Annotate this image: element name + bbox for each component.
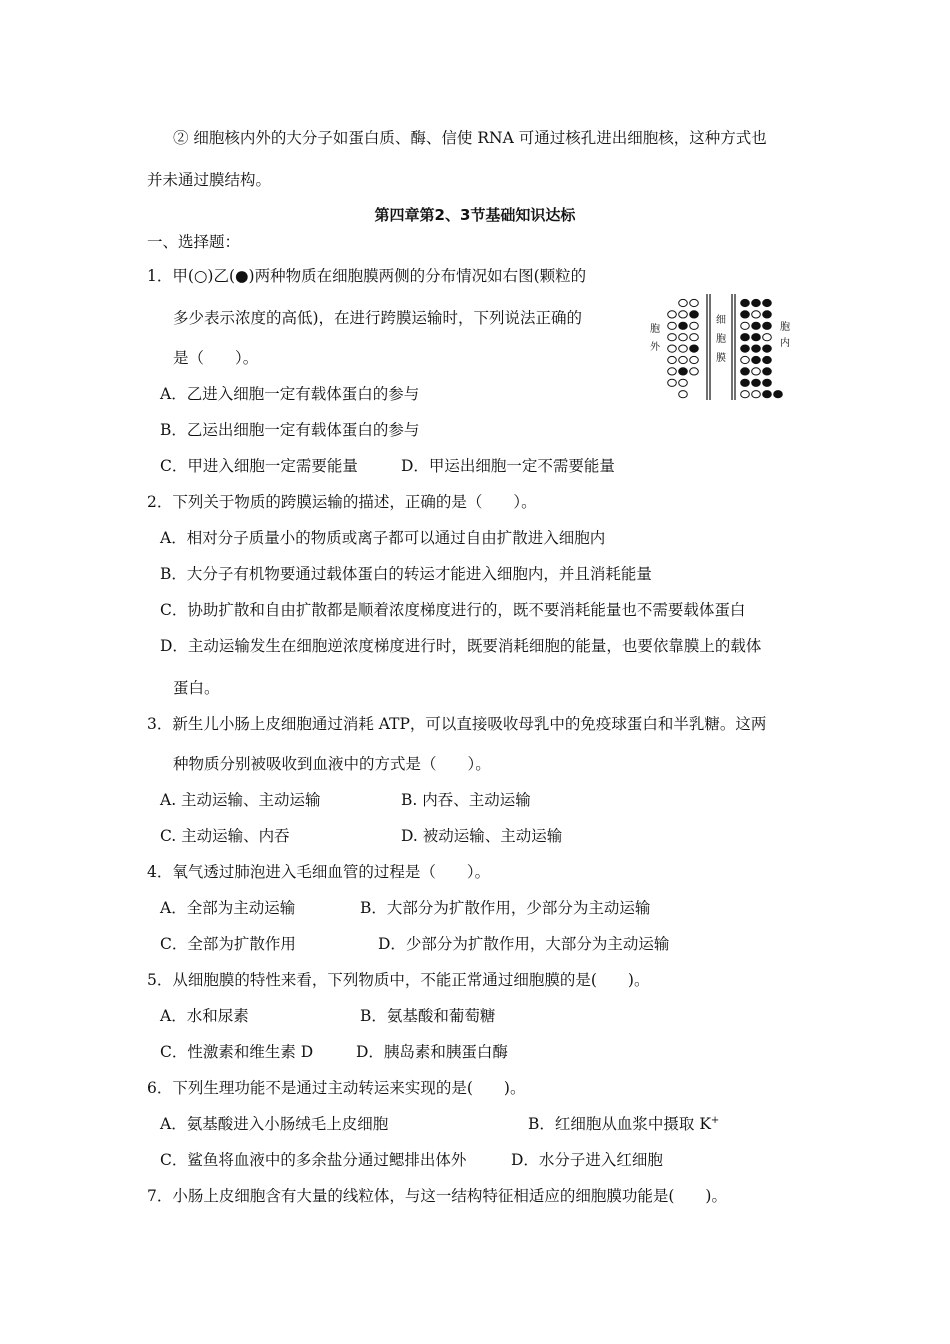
particle-hollow bbox=[741, 322, 750, 329]
particle-hollow bbox=[668, 345, 677, 352]
particle-filled bbox=[752, 322, 761, 329]
particle-hollow bbox=[690, 368, 699, 375]
q5-stem: 5．从细胞膜的特性来看，下列物质中，不能正常通过细胞膜的是( )。 bbox=[147, 971, 650, 989]
particle-hollow bbox=[668, 379, 677, 386]
particle-hollow bbox=[668, 311, 677, 318]
particle-hollow bbox=[690, 322, 699, 329]
particle-filled bbox=[679, 368, 688, 375]
intro-line-2: 并未通过膜结构。 bbox=[147, 171, 272, 189]
outside-label-1: 胞 bbox=[650, 324, 660, 335]
membrane-label-1: 细 bbox=[716, 315, 726, 326]
section-title: 第四章第2、3节基础知识达标 bbox=[374, 206, 576, 224]
q5-option-c: C．性激素和维生素 D bbox=[160, 1043, 314, 1061]
particle-filled bbox=[774, 391, 783, 398]
q4-option-a: A．全部为主动运输 bbox=[160, 899, 296, 917]
q1-option-a: A．乙进入细胞一定有载体蛋白的参与 bbox=[160, 385, 420, 403]
particle-hollow bbox=[679, 391, 688, 398]
intro-line-1: ② 细胞核内外的大分子如蛋白质、酶、信使 RNA 可通过核孔进出细胞核，这种方式也 bbox=[173, 129, 767, 147]
inside-label-2: 内 bbox=[780, 338, 790, 349]
particle-hollow bbox=[690, 299, 699, 306]
particle-hollow bbox=[752, 311, 761, 318]
particle-filled bbox=[741, 345, 750, 352]
particle-hollow bbox=[668, 356, 677, 363]
q4-option-c: C．全部为扩散作用 bbox=[160, 935, 296, 953]
outside-label-2: 外 bbox=[650, 342, 660, 353]
particle-filled bbox=[763, 345, 772, 352]
particle-hollow bbox=[679, 356, 688, 363]
particle-hollow bbox=[690, 356, 699, 363]
particle-filled bbox=[741, 379, 750, 386]
particle-filled bbox=[690, 345, 699, 352]
particle-filled bbox=[741, 299, 750, 306]
particle-hollow bbox=[741, 391, 750, 398]
particle-hollow bbox=[679, 299, 688, 306]
particle-filled bbox=[763, 379, 772, 386]
particle-filled bbox=[763, 311, 772, 318]
q1-stem-2: 多少表示浓度的高低)，在进行跨膜运输时，下列说法正确的 bbox=[173, 309, 583, 327]
particle-filled bbox=[763, 391, 772, 398]
particle-filled bbox=[679, 322, 688, 329]
q3-stem-1: 3．新生儿小肠上皮细胞通过消耗 ATP，可以直接吸收母乳中的免疫球蛋白和半乳糖。这两 bbox=[147, 715, 767, 733]
particle-filled bbox=[741, 311, 750, 318]
particle-filled bbox=[752, 299, 761, 306]
membrane-distribution-figure bbox=[646, 290, 796, 402]
q1-option-d: D．甲运出细胞一定不需要能量 bbox=[401, 457, 615, 475]
q6-option-b-text: B．红细胞从血浆中摄取 K bbox=[528, 1115, 711, 1133]
q6-option-b bbox=[528, 1114, 719, 1134]
particle-hollow bbox=[668, 334, 677, 341]
particle-hollow bbox=[763, 334, 772, 341]
q5-option-b: B．氨基酸和葡萄糖 bbox=[360, 1007, 496, 1025]
q5-option-a: A．水和尿素 bbox=[160, 1007, 249, 1025]
q3-option-c: C. 主动运输、内吞 bbox=[160, 827, 290, 845]
q4-stem: 4．氧气透过肺泡进入毛细血管的过程是（ ）。 bbox=[147, 863, 491, 881]
q6-option-d: D．水分子进入红细胞 bbox=[511, 1151, 663, 1169]
inside-label-1: 胞 bbox=[780, 322, 790, 333]
section-heading: 一、选择题： bbox=[147, 233, 241, 251]
particle-filled bbox=[763, 299, 772, 306]
q2-option-c: C．协助扩散和自由扩散都是顺着浓度梯度进行的，既不要消耗能量也不需要载体蛋白 bbox=[160, 601, 746, 619]
particle-hollow bbox=[668, 322, 677, 329]
q6-option-c: C．鲨鱼将血液中的多余盐分通过鳃排出体外 bbox=[160, 1151, 467, 1169]
particle-filled bbox=[752, 334, 761, 341]
particle-filled bbox=[741, 368, 750, 375]
particle-filled bbox=[690, 311, 699, 318]
particle-hollow bbox=[752, 368, 761, 375]
particle-hollow bbox=[752, 391, 761, 398]
q1-option-c: C．甲进入细胞一定需要能量 bbox=[160, 457, 358, 475]
q6-stem: 6．下列生理功能不是通过主动转运来实现的是( )。 bbox=[147, 1079, 526, 1097]
q1-option-b: B．乙运出细胞一定有载体蛋白的参与 bbox=[160, 421, 420, 439]
q3-stem-2: 种物质分别被吸收到血液中的方式是（ ）。 bbox=[173, 755, 491, 773]
particle-hollow bbox=[690, 334, 699, 341]
particle-filled bbox=[752, 356, 761, 363]
q3-option-b: B. 内吞、主动运输 bbox=[401, 791, 531, 809]
q3-option-d: D. 被动运输、主动运输 bbox=[401, 827, 563, 845]
q2-option-d-1: D．主动运输发生在细胞逆浓度梯度进行时，既要消耗细胞的能量，也要依靠膜上的载体 bbox=[160, 637, 762, 655]
particle-filled bbox=[763, 356, 772, 363]
membrane-label-3: 膜 bbox=[716, 353, 726, 364]
q3-option-a: A. 主动运输、主动运输 bbox=[160, 791, 321, 809]
particle-filled bbox=[752, 345, 761, 352]
q4-option-d: D．少部分为扩散作用，大部分为主动运输 bbox=[378, 935, 670, 953]
particle-filled bbox=[752, 379, 761, 386]
q2-option-b: B．大分子有机物要通过载体蛋白的转运才能进入细胞内，并且消耗能量 bbox=[160, 565, 652, 583]
particle-hollow bbox=[741, 356, 750, 363]
potassium-charge: + bbox=[710, 1115, 720, 1126]
membrane-label-2: 胞 bbox=[716, 334, 726, 345]
q5-option-d: D．胰岛素和胰蛋白酶 bbox=[356, 1043, 508, 1061]
q2-option-d-2: 蛋白。 bbox=[173, 679, 220, 697]
q1-stem-3: 是（ ）。 bbox=[173, 349, 259, 367]
particle-filled bbox=[763, 368, 772, 375]
particle-hollow bbox=[679, 311, 688, 318]
q2-stem: 2．下列关于物质的跨膜运输的描述，正确的是（ ）。 bbox=[147, 493, 537, 511]
q2-option-a: A．相对分子质量小的物质或离子都可以通过自由扩散进入细胞内 bbox=[160, 529, 606, 547]
particle-filled bbox=[763, 322, 772, 329]
q7-stem: 7．小肠上皮细胞含有大量的线粒体，与这一结构特征相适应的细胞膜功能是( )。 bbox=[147, 1187, 727, 1205]
q1-stem-1: 1．甲(○)乙(●)两种物质在细胞膜两侧的分布情况如右图(颗粒的 bbox=[147, 267, 587, 285]
particle-hollow bbox=[679, 345, 688, 352]
particle-hollow bbox=[679, 334, 688, 341]
particle-filled bbox=[741, 334, 750, 341]
particle-hollow bbox=[668, 368, 677, 375]
q4-option-b: B．大部分为扩散作用，少部分为主动运输 bbox=[360, 899, 651, 917]
particle-hollow bbox=[679, 379, 688, 386]
q6-option-a: A．氨基酸进入小肠绒毛上皮细胞 bbox=[160, 1115, 389, 1133]
